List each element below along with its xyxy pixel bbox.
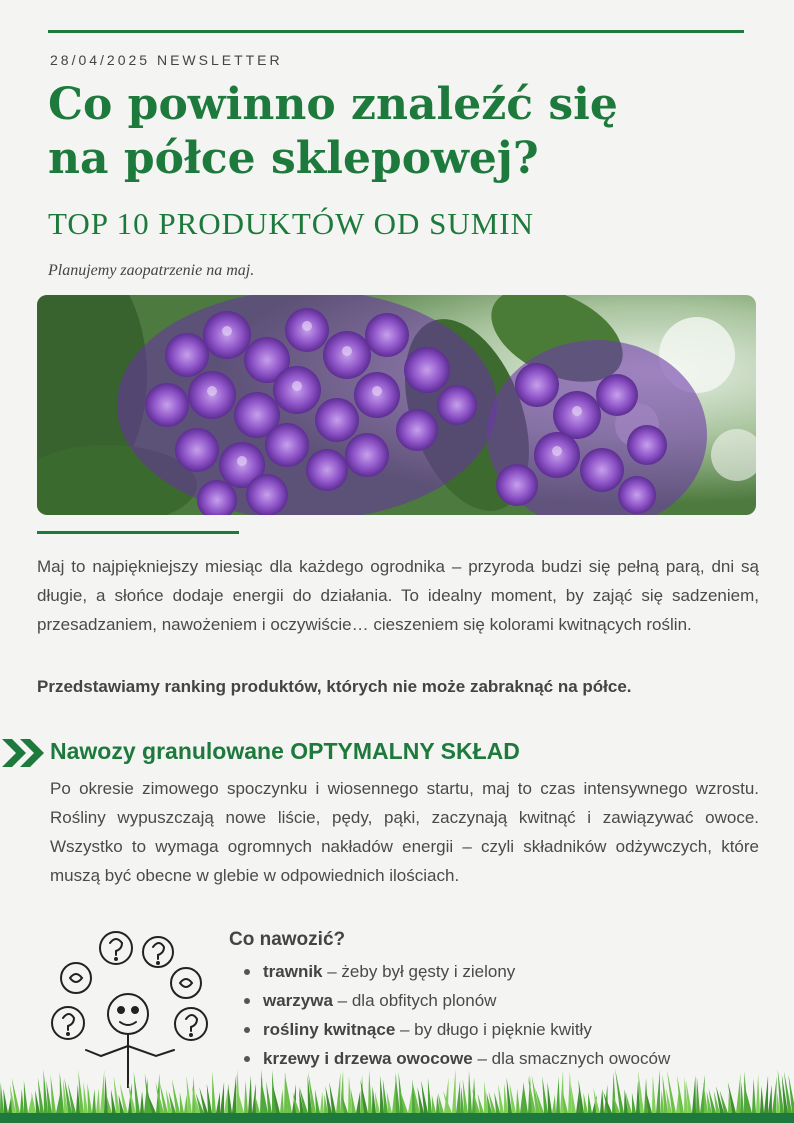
- list-item: warzywa – dla obfitych plonów: [242, 986, 670, 1015]
- double-chevron-right-icon: [2, 739, 44, 767]
- list-item: krzewy i drzewa owocowe – dla smacznych owoców: [242, 1044, 670, 1073]
- intro-lead: Przedstawiamy ranking produktów, których nie może zabraknąć na półce.: [37, 677, 632, 696]
- hero-image-lilac: [37, 295, 756, 515]
- list-title: Co nawozić?: [229, 929, 346, 950]
- list-item: trawnik – żeby był gęsty i zielony: [242, 957, 670, 986]
- tagline: Planujemy zaopatrzenie na maj.: [48, 262, 255, 279]
- dateline: 28/04/2025 NEWSLETTER: [50, 52, 283, 68]
- section-divider: [37, 531, 239, 534]
- title-line-1: Co powinno znaleźć się: [48, 79, 618, 130]
- lilac-illustration: [37, 295, 756, 515]
- subtitle: TOP 10 PRODUKTÓW OD SUMIN: [48, 206, 535, 241]
- page-title: [48, 78, 748, 186]
- title-line-2: na półce sklepowej?: [48, 133, 539, 184]
- section-title: Nawozy granulowane OPTYMALNY SKŁAD: [50, 738, 520, 764]
- grass-border: [0, 1068, 794, 1113]
- top-rule: [48, 30, 744, 33]
- fertilize-list: [242, 957, 670, 1073]
- confused-stick-figure-icon: [46, 928, 216, 1088]
- bottom-bar: [0, 1113, 794, 1123]
- section-body: Po okresie zimowego spoczynku i wiosennego startu, maj to czas intensywnego wzrostu. Rośliny wypuszczają nowe liście, pędy, pąki, zaczynają kwitnąć i zawiązywać owoce. Wszystko to wymaga ogromnych nakładów energii – czyli składników odżywczych, które muszą być obecne w glebie w odpowiednich ilościach.: [50, 779, 759, 885]
- intro-paragraph: Maj to najpiękniejszy miesiąc dla każdego ogrodnika – przyroda budzi się pełną parą, dni są długie, a słońce dodaje energii do działania. To idealny moment, by zająć się sadzeniem, przesadzaniem, nawożeniem i oczywiście… cieszeniem się kolorami kwitnących roślin.: [37, 557, 759, 634]
- list-item: rośliny kwitnące – by długo i pięknie kwitły: [242, 1015, 670, 1044]
